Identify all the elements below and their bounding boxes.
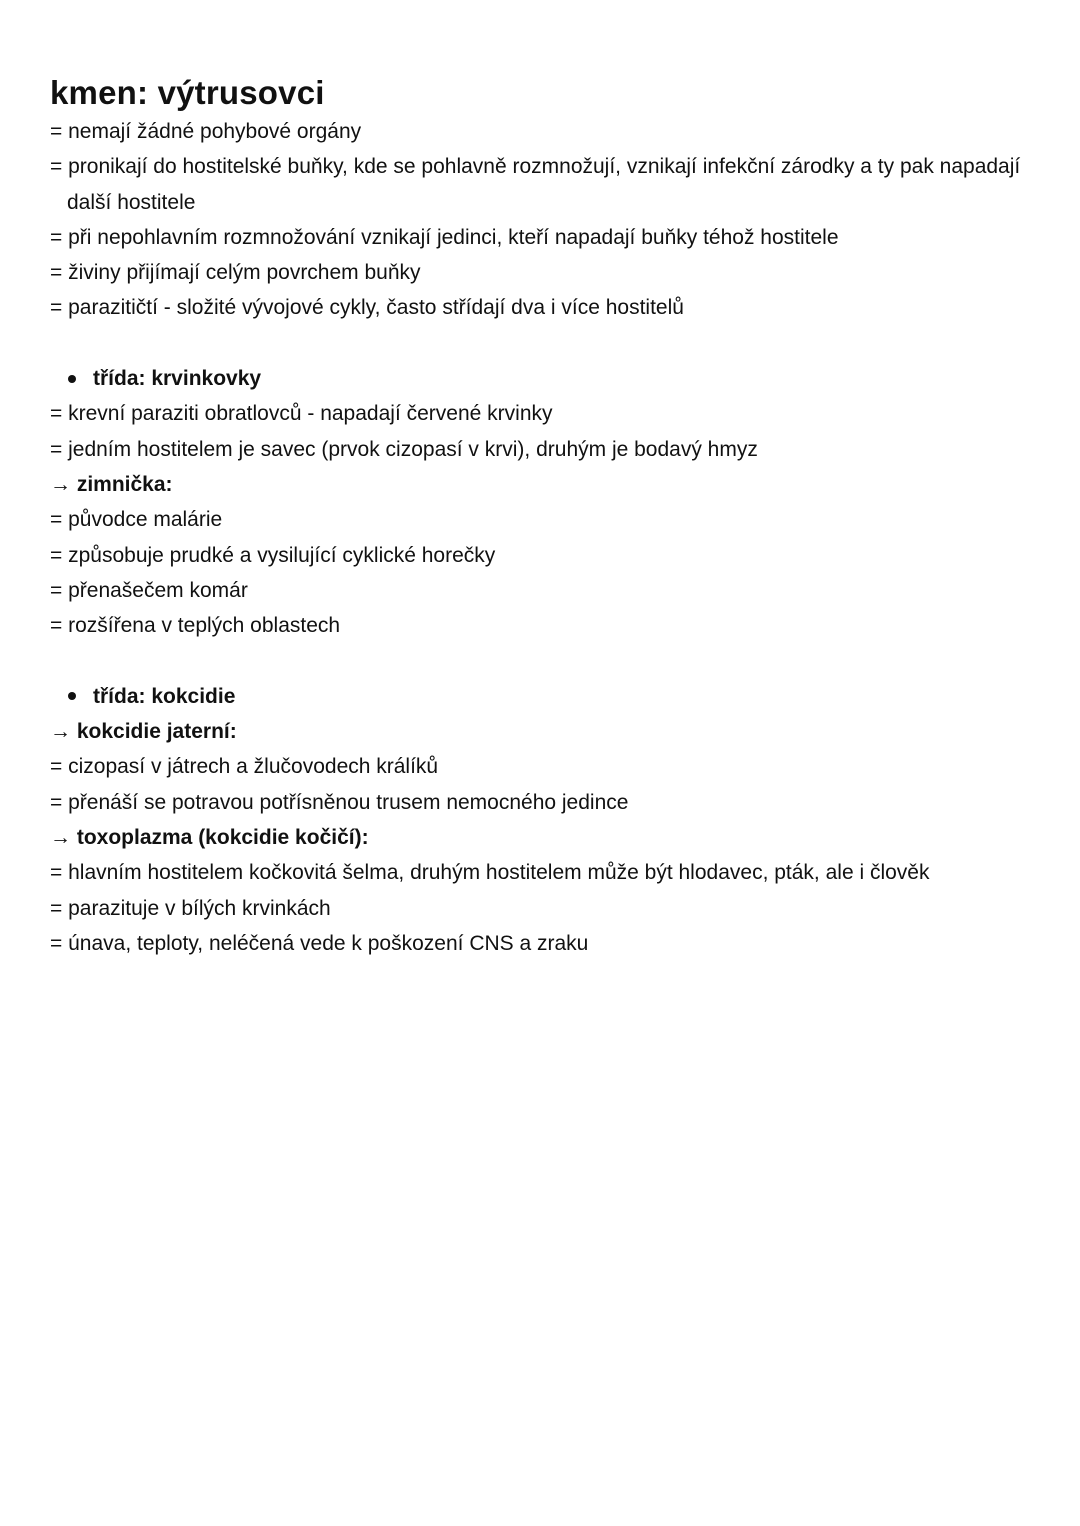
intro-line: = pronikají do hostitelské buňky, kde se pohlavně rozmnožují, vznikají infekční zárodky a ty pak napadají další hostitele: [50, 155, 1021, 214]
page-title: kmen: výtrusovci: [50, 74, 325, 111]
text-line: = způsobuje prudké a vysilující cyklické horečky: [50, 543, 496, 567]
text-line: = cizopasí v játrech a žlučovodech králíků: [50, 755, 439, 779]
class-title: třída: krvinkovky: [93, 367, 262, 391]
species-heading-toxoplazma: → toxoplazma (kokcidie kočičí):: [50, 825, 369, 849]
text-line: = únava, teploty, neléčená vede k poškození CNS a zraku: [50, 931, 589, 955]
bullet-icon: [68, 375, 76, 383]
document-page: [50, 72, 1030, 961]
intro-line: = parazitičtí - složité vývojové cykly, často střídají dva i více hostitelů: [50, 296, 684, 320]
species-heading-zimnicka: → zimnička:: [50, 472, 173, 496]
intro-line: = při nepohlavním rozmnožování vznikají jedinci, kteří napadají buňky téhož hostitele: [50, 225, 839, 249]
intro-line: = živiny přijímají celým povrchem buňky: [50, 261, 421, 285]
text-line: = hlavním hostitelem kočkovitá šelma, druhým hostitelem může být hlodavec, pták, ale i člověk: [50, 861, 930, 885]
text-line: = jedním hostitelem je savec (prvok cizopasí v krvi), druhým je bodavý hmyz: [50, 437, 758, 461]
text-line: = rozšířena v teplých oblastech: [50, 614, 341, 638]
spacer: [50, 643, 1030, 678]
text-line: = krevní paraziti obratlovců - napadají červené krvinky: [50, 402, 553, 426]
text-line: = přenáší se potravou potřísněnou trusem nemocného jedince: [50, 790, 629, 814]
spacer: [50, 326, 1030, 361]
text-line: = parazituje v bílých krvinkách: [50, 896, 331, 920]
text-line: = původce malárie: [50, 508, 223, 532]
class-title: třída: kokcidie: [93, 684, 236, 708]
bullet-icon: [68, 692, 76, 700]
text-line: = přenašečem komár: [50, 578, 248, 602]
class-heading-kokcidie: [50, 679, 1030, 714]
species-heading-kokcidie-jaterni: → kokcidie jaterní:: [50, 720, 237, 744]
intro-line: = nemají žádné pohybové orgány: [50, 120, 362, 143]
class-heading-krvinkovky: [50, 361, 1030, 396]
